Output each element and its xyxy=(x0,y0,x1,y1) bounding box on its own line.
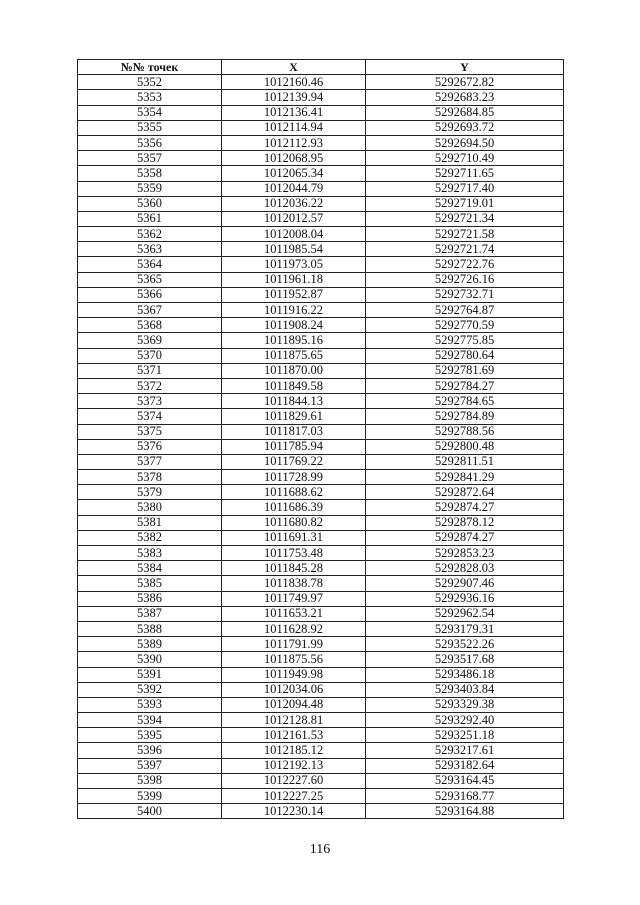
x-coordinate-cell: 1012036.22 xyxy=(222,196,366,211)
table-row xyxy=(78,318,564,333)
x-coordinate-cell: 1011688.62 xyxy=(222,485,366,500)
table-row xyxy=(78,713,564,728)
y-coordinate-cell: 5293522.26 xyxy=(366,637,564,652)
point-number-cell: 5364 xyxy=(78,257,222,272)
point-number-cell: 5365 xyxy=(78,272,222,287)
table-row xyxy=(78,637,564,652)
point-number-cell: 5395 xyxy=(78,728,222,743)
table-row xyxy=(78,287,564,302)
point-number-cell: 5370 xyxy=(78,348,222,363)
page-number: 116 xyxy=(309,842,331,857)
table-row xyxy=(78,303,564,318)
x-coordinate-cell: 1011680.82 xyxy=(222,515,366,530)
table-row xyxy=(78,333,564,348)
y-coordinate-cell: 5292710.49 xyxy=(366,151,564,166)
table-row xyxy=(78,181,564,196)
table-row xyxy=(78,561,564,576)
x-coordinate-cell: 1011769.22 xyxy=(222,454,366,469)
point-number-cell: 5374 xyxy=(78,409,222,424)
y-coordinate-cell: 5293182.64 xyxy=(366,758,564,773)
point-number-cell: 5382 xyxy=(78,530,222,545)
table-row xyxy=(78,500,564,515)
y-coordinate-cell: 5293329.38 xyxy=(366,697,564,712)
point-number-cell: 5361 xyxy=(78,211,222,226)
point-number-cell: 5377 xyxy=(78,454,222,469)
y-coordinate-cell: 5292784.89 xyxy=(366,409,564,424)
x-coordinate-cell: 1012139.94 xyxy=(222,90,366,105)
x-coordinate-cell: 1012112.93 xyxy=(222,135,366,150)
table-row xyxy=(78,606,564,621)
point-number-cell: 5400 xyxy=(78,804,222,819)
table-row xyxy=(78,621,564,636)
point-number-cell: 5359 xyxy=(78,181,222,196)
y-coordinate-cell: 5292711.65 xyxy=(366,166,564,181)
point-number-cell: 5384 xyxy=(78,561,222,576)
x-coordinate-cell: 1012008.04 xyxy=(222,227,366,242)
point-number-cell: 5368 xyxy=(78,318,222,333)
point-number-cell: 5353 xyxy=(78,90,222,105)
point-number-cell: 5397 xyxy=(78,758,222,773)
table-row xyxy=(78,166,564,181)
y-coordinate-cell: 5292721.58 xyxy=(366,227,564,242)
table-row xyxy=(78,75,564,90)
x-coordinate-cell: 1012160.46 xyxy=(222,75,366,90)
table-row xyxy=(78,485,564,500)
table-row xyxy=(78,120,564,135)
y-coordinate-cell: 5293217.61 xyxy=(366,743,564,758)
y-coordinate-cell: 5293403.84 xyxy=(366,682,564,697)
y-coordinate-cell: 5292775.85 xyxy=(366,333,564,348)
table-row xyxy=(78,804,564,819)
y-coordinate-cell: 5292907.46 xyxy=(366,576,564,591)
y-coordinate-cell: 5292874.27 xyxy=(366,530,564,545)
point-number-cell: 5383 xyxy=(78,546,222,561)
point-number-cell: 5389 xyxy=(78,637,222,652)
table-row xyxy=(78,728,564,743)
point-number-cell: 5360 xyxy=(78,196,222,211)
x-coordinate-cell: 1011908.24 xyxy=(222,318,366,333)
table-row xyxy=(78,758,564,773)
x-coordinate-cell: 1011849.58 xyxy=(222,378,366,393)
table-row xyxy=(78,394,564,409)
table-row xyxy=(78,272,564,287)
table-row xyxy=(78,697,564,712)
x-coordinate-cell: 1012227.60 xyxy=(222,773,366,788)
x-coordinate-cell: 1012192.13 xyxy=(222,758,366,773)
x-coordinate-cell: 1012161.53 xyxy=(222,728,366,743)
point-number-cell: 5371 xyxy=(78,363,222,378)
x-coordinate-cell: 1011916.22 xyxy=(222,303,366,318)
y-coordinate-cell: 5292853.23 xyxy=(366,546,564,561)
y-coordinate-cell: 5293168.77 xyxy=(366,789,564,804)
table-row xyxy=(78,576,564,591)
table-row xyxy=(78,530,564,545)
table-body xyxy=(78,75,564,819)
x-coordinate-cell: 1012012.57 xyxy=(222,211,366,226)
point-number-cell: 5381 xyxy=(78,515,222,530)
x-coordinate-cell: 1011785.94 xyxy=(222,439,366,454)
y-coordinate-cell: 5292780.64 xyxy=(366,348,564,363)
table-header-row xyxy=(78,60,564,75)
point-number-cell: 5392 xyxy=(78,682,222,697)
table-row xyxy=(78,743,564,758)
point-number-cell: 5380 xyxy=(78,500,222,515)
table-row xyxy=(78,546,564,561)
x-coordinate-cell: 1011985.54 xyxy=(222,242,366,257)
y-coordinate-cell: 5293164.45 xyxy=(366,773,564,788)
table-row xyxy=(78,652,564,667)
x-coordinate-cell: 1012044.79 xyxy=(222,181,366,196)
table-row xyxy=(78,105,564,120)
x-coordinate-cell: 1011844.13 xyxy=(222,394,366,409)
point-number-cell: 5356 xyxy=(78,135,222,150)
table-row xyxy=(78,667,564,682)
x-coordinate-cell: 1012114.94 xyxy=(222,120,366,135)
table-row xyxy=(78,257,564,272)
x-coordinate-cell: 1012034.06 xyxy=(222,682,366,697)
x-coordinate-cell: 1011749.97 xyxy=(222,591,366,606)
x-coordinate-cell: 1011791.99 xyxy=(222,637,366,652)
point-number-cell: 5352 xyxy=(78,75,222,90)
y-coordinate-cell: 5292811.51 xyxy=(366,454,564,469)
point-number-cell: 5369 xyxy=(78,333,222,348)
point-number-cell: 5355 xyxy=(78,120,222,135)
y-coordinate-cell: 5292721.74 xyxy=(366,242,564,257)
point-number-cell: 5396 xyxy=(78,743,222,758)
x-coordinate-cell: 1012128.81 xyxy=(222,713,366,728)
point-number-cell: 5358 xyxy=(78,166,222,181)
x-coordinate-cell: 1011952.87 xyxy=(222,287,366,302)
y-coordinate-cell: 5293517.68 xyxy=(366,652,564,667)
y-coordinate-cell: 5292722.76 xyxy=(366,257,564,272)
y-coordinate-cell: 5292788.56 xyxy=(366,424,564,439)
y-coordinate-cell: 5292684.85 xyxy=(366,105,564,120)
x-coordinate-cell: 1011817.03 xyxy=(222,424,366,439)
table-row xyxy=(78,454,564,469)
x-coordinate-cell: 1011829.61 xyxy=(222,409,366,424)
table-row xyxy=(78,439,564,454)
y-coordinate-cell: 5293251.18 xyxy=(366,728,564,743)
point-number-cell: 5373 xyxy=(78,394,222,409)
table-row xyxy=(78,591,564,606)
point-number-cell: 5391 xyxy=(78,667,222,682)
y-coordinate-cell: 5292784.27 xyxy=(366,378,564,393)
x-coordinate-cell: 1011895.16 xyxy=(222,333,366,348)
point-number-cell: 5399 xyxy=(78,789,222,804)
point-number-cell: 5362 xyxy=(78,227,222,242)
y-coordinate-cell: 5293292.40 xyxy=(366,713,564,728)
x-coordinate-cell: 1011875.65 xyxy=(222,348,366,363)
point-number-cell: 5390 xyxy=(78,652,222,667)
table-row xyxy=(78,363,564,378)
point-number-cell: 5372 xyxy=(78,378,222,393)
y-coordinate-cell: 5292732.71 xyxy=(366,287,564,302)
y-coordinate-cell: 5292872.64 xyxy=(366,485,564,500)
table-row xyxy=(78,773,564,788)
x-coordinate-cell: 1011728.99 xyxy=(222,470,366,485)
y-coordinate-cell: 5292770.59 xyxy=(366,318,564,333)
x-coordinate-cell: 1011628.92 xyxy=(222,621,366,636)
y-coordinate-cell: 5292726.16 xyxy=(366,272,564,287)
table-row xyxy=(78,789,564,804)
header-y: Y xyxy=(366,60,564,75)
point-number-cell: 5363 xyxy=(78,242,222,257)
y-coordinate-cell: 5292800.48 xyxy=(366,439,564,454)
x-coordinate-cell: 1011875.56 xyxy=(222,652,366,667)
y-coordinate-cell: 5292693.72 xyxy=(366,120,564,135)
x-coordinate-cell: 1011686.39 xyxy=(222,500,366,515)
y-coordinate-cell: 5293164.88 xyxy=(366,804,564,819)
table-row xyxy=(78,682,564,697)
table-row xyxy=(78,211,564,226)
y-coordinate-cell: 5292721.34 xyxy=(366,211,564,226)
y-coordinate-cell: 5292828.03 xyxy=(366,561,564,576)
x-coordinate-cell: 1012068.95 xyxy=(222,151,366,166)
y-coordinate-cell: 5292683.23 xyxy=(366,90,564,105)
y-coordinate-cell: 5292719.01 xyxy=(366,196,564,211)
x-coordinate-cell: 1011838.78 xyxy=(222,576,366,591)
table-row xyxy=(78,242,564,257)
table-row xyxy=(78,515,564,530)
y-coordinate-cell: 5292764.87 xyxy=(366,303,564,318)
point-number-cell: 5394 xyxy=(78,713,222,728)
x-coordinate-cell: 1012230.14 xyxy=(222,804,366,819)
point-number-cell: 5366 xyxy=(78,287,222,302)
table-row xyxy=(78,409,564,424)
table-row xyxy=(78,135,564,150)
table-row xyxy=(78,196,564,211)
y-coordinate-cell: 5292784.65 xyxy=(366,394,564,409)
table-row xyxy=(78,90,564,105)
point-number-cell: 5398 xyxy=(78,773,222,788)
x-coordinate-cell: 1011961.18 xyxy=(222,272,366,287)
x-coordinate-cell: 1011973.05 xyxy=(222,257,366,272)
y-coordinate-cell: 5292874.27 xyxy=(366,500,564,515)
table-row xyxy=(78,151,564,166)
x-coordinate-cell: 1011870.00 xyxy=(222,363,366,378)
x-coordinate-cell: 1012185.12 xyxy=(222,743,366,758)
point-number-cell: 5375 xyxy=(78,424,222,439)
header-point-number: №№ точек xyxy=(78,60,222,75)
y-coordinate-cell: 5292781.69 xyxy=(366,363,564,378)
point-number-cell: 5376 xyxy=(78,439,222,454)
x-coordinate-cell: 1012227.25 xyxy=(222,789,366,804)
x-coordinate-cell: 1012094.48 xyxy=(222,697,366,712)
point-number-cell: 5388 xyxy=(78,621,222,636)
point-number-cell: 5387 xyxy=(78,606,222,621)
y-coordinate-cell: 5292878.12 xyxy=(366,515,564,530)
x-coordinate-cell: 1011753.48 xyxy=(222,546,366,561)
x-coordinate-cell: 1012065.34 xyxy=(222,166,366,181)
y-coordinate-cell: 5292936.16 xyxy=(366,591,564,606)
point-number-cell: 5393 xyxy=(78,697,222,712)
point-number-cell: 5378 xyxy=(78,470,222,485)
y-coordinate-cell: 5292962.54 xyxy=(366,606,564,621)
point-number-cell: 5386 xyxy=(78,591,222,606)
y-coordinate-cell: 5293486.18 xyxy=(366,667,564,682)
x-coordinate-cell: 1011691.31 xyxy=(222,530,366,545)
point-number-cell: 5367 xyxy=(78,303,222,318)
table-row xyxy=(78,378,564,393)
x-coordinate-cell: 1011949.98 xyxy=(222,667,366,682)
table-row xyxy=(78,424,564,439)
table-row xyxy=(78,470,564,485)
x-coordinate-cell: 1011845.28 xyxy=(222,561,366,576)
point-number-cell: 5357 xyxy=(78,151,222,166)
coordinates-table xyxy=(77,59,564,819)
x-coordinate-cell: 1012136.41 xyxy=(222,105,366,120)
y-coordinate-cell: 5293179.31 xyxy=(366,621,564,636)
point-number-cell: 5379 xyxy=(78,485,222,500)
y-coordinate-cell: 5292841.29 xyxy=(366,470,564,485)
y-coordinate-cell: 5292717.40 xyxy=(366,181,564,196)
header-x: X xyxy=(222,60,366,75)
point-number-cell: 5354 xyxy=(78,105,222,120)
table-row xyxy=(78,348,564,363)
point-number-cell: 5385 xyxy=(78,576,222,591)
y-coordinate-cell: 5292672.82 xyxy=(366,75,564,90)
y-coordinate-cell: 5292694.50 xyxy=(366,135,564,150)
table-row xyxy=(78,227,564,242)
x-coordinate-cell: 1011653.21 xyxy=(222,606,366,621)
